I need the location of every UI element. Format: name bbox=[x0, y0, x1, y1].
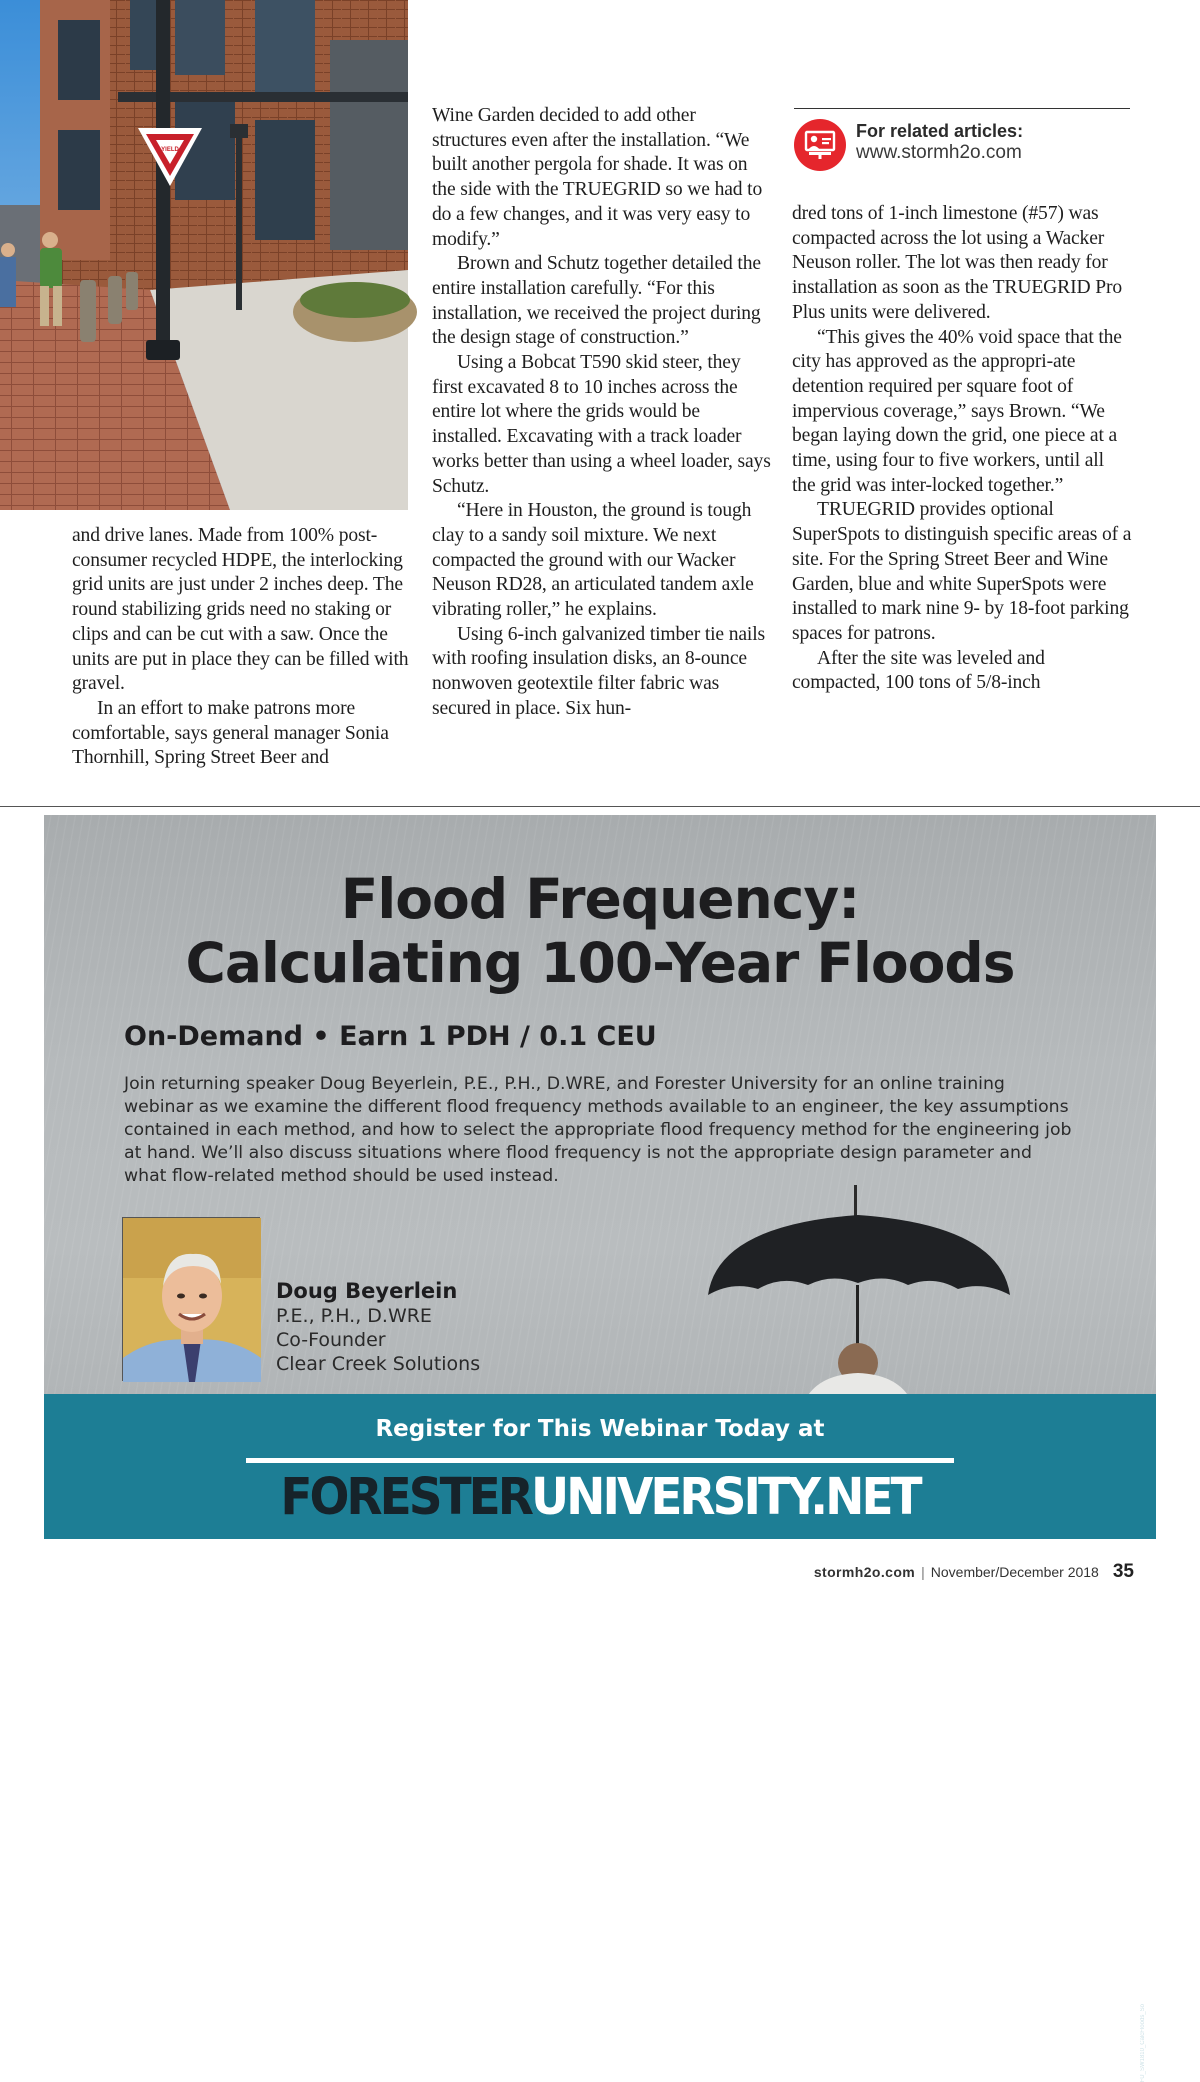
ad-title bbox=[44, 867, 1156, 995]
speaker-credentials: P.E., P.H., D.WRE bbox=[276, 1305, 432, 1327]
page-footer bbox=[814, 1561, 1134, 1583]
forester-university-link[interactable] bbox=[240, 1466, 960, 1531]
brand-forester: FORESTER bbox=[280, 1467, 531, 1528]
presentation-icon bbox=[794, 119, 846, 171]
related-label: For related articles: bbox=[856, 121, 1024, 141]
article-column-3 bbox=[792, 202, 1132, 696]
speaker-info bbox=[276, 1278, 480, 1376]
band-rule bbox=[246, 1458, 954, 1463]
footer-site[interactable]: stormh2o.com bbox=[813, 1564, 916, 1580]
paragraph: dred tons of 1-inch limestone (#57) was compacted across the lot using a Wacker Neuson roller. The lot was then ready for installation as soon as the TRUEGRID Pro Plus units were delivered. bbox=[792, 203, 1122, 323]
footer-issue: November/December 2018 bbox=[930, 1564, 1099, 1580]
paragraph: After the site was leveled and compacted, 100 tons of 5/8-inch bbox=[792, 647, 1045, 694]
ad-description: Join returning speaker Doug Beyerlein, P.E., P.H., D.WRE, and Forester University for an online training webinar as we examine the different flood frequency methods available to an engineer, the key assumptions contained in each method, and how to select the appropriate flood frequency method for the engineering job at hand. We’ll also discuss situations where flood frequency is not the appropriate design parameter and what flow-related method should be used instead. bbox=[124, 1074, 1072, 1186]
page-number: 35 bbox=[1112, 1561, 1134, 1582]
paragraph: Using 6-inch galvanized timber tie nails with roofing insulation disks, an 8-ounce nonwoven geotextile filter fabric was secured in place. Six hun- bbox=[432, 623, 765, 719]
related-articles-box bbox=[794, 108, 1130, 172]
ad-title-line-1: Flood Frequency: bbox=[340, 867, 860, 931]
umbrella-person-image bbox=[708, 1185, 1048, 1415]
paragraph: Using a Bobcat T590 skid steer, they first excavated 8 to 10 inches across the entire lot where the grids would be installed. Excavating with a track loader works better than using a wheel loader, says Schutz. bbox=[432, 352, 771, 497]
paragraph: Brown and Schutz together detailed the entire installation carefully. “For this installation, we received the project during the design stage of construction.” bbox=[432, 253, 761, 349]
speaker-company: Clear Creek Solutions bbox=[276, 1353, 481, 1375]
related-url-link[interactable]: www.stormh2o.com bbox=[856, 142, 1022, 163]
article-column-2 bbox=[432, 104, 772, 722]
speaker-headshot bbox=[122, 1217, 260, 1381]
paragraph: Wine Garden decided to add other structures even after the installation. “We built another pergola for shade. It was on the side with the TRUEGRID so we had to do a few changes, and it was very easy to modify.” bbox=[432, 105, 763, 250]
speaker-name: Doug Beyerlein bbox=[276, 1279, 458, 1303]
ad-title-line-2: Calculating 100-Year Floods bbox=[185, 931, 1015, 995]
yield-sign-text: YIELD bbox=[161, 147, 179, 153]
paragraph: and drive lanes. Made from 100% post-consumer recycled HDPE, the interlocking grid units are just under 2 inches deep. The round stabilizing grids need no staking or clips and can be cut with a saw. Once the units are put in place they can be filled with gravel. bbox=[72, 525, 409, 695]
register-cta[interactable]: Register for This Webinar Today at bbox=[375, 1416, 825, 1442]
paragraph: TRUEGRID provides optional SuperSpots to distinguish specific areas of a site. For the Spring Street Beer and Wine Garden, blue and white SuperSpots were installed to mark nine 9- by 18-foot parking spaces for patrons. bbox=[792, 499, 1132, 644]
ad-credit: FU_SW1810_CalcFloods_So bbox=[1140, 2004, 1146, 2082]
footer-separator: | bbox=[921, 1564, 925, 1580]
section-divider bbox=[0, 806, 1200, 807]
speaker-role: Co-Founder bbox=[276, 1329, 386, 1351]
paragraph: In an effort to make patrons more comfortable, says general manager Sonia Thornhill, Spring Street Beer and bbox=[72, 697, 389, 769]
ad-subtitle: On-Demand • Earn 1 PDH / 0.1 CEU bbox=[124, 1021, 657, 1052]
paragraph: “Here in Houston, the ground is tough clay to a sandy soil mixture. We next compacted the ground with our Wacker Neuson RD28, an articulated tandem axle vibrating roller,” he explains. bbox=[432, 500, 754, 621]
brand-university-net: UNIVERSITY.NET bbox=[530, 1467, 920, 1528]
article-column-1 bbox=[72, 524, 412, 771]
paragraph: “This gives the 40% void space that the city has approved as the appropri-ate detention required per square foot of impervious coverage,” says Brown. “We began laying down the grid, one piece at a time, using four to five workers, until all the grid was inter-locked together.” bbox=[792, 326, 1122, 496]
street-photo bbox=[0, 0, 408, 510]
